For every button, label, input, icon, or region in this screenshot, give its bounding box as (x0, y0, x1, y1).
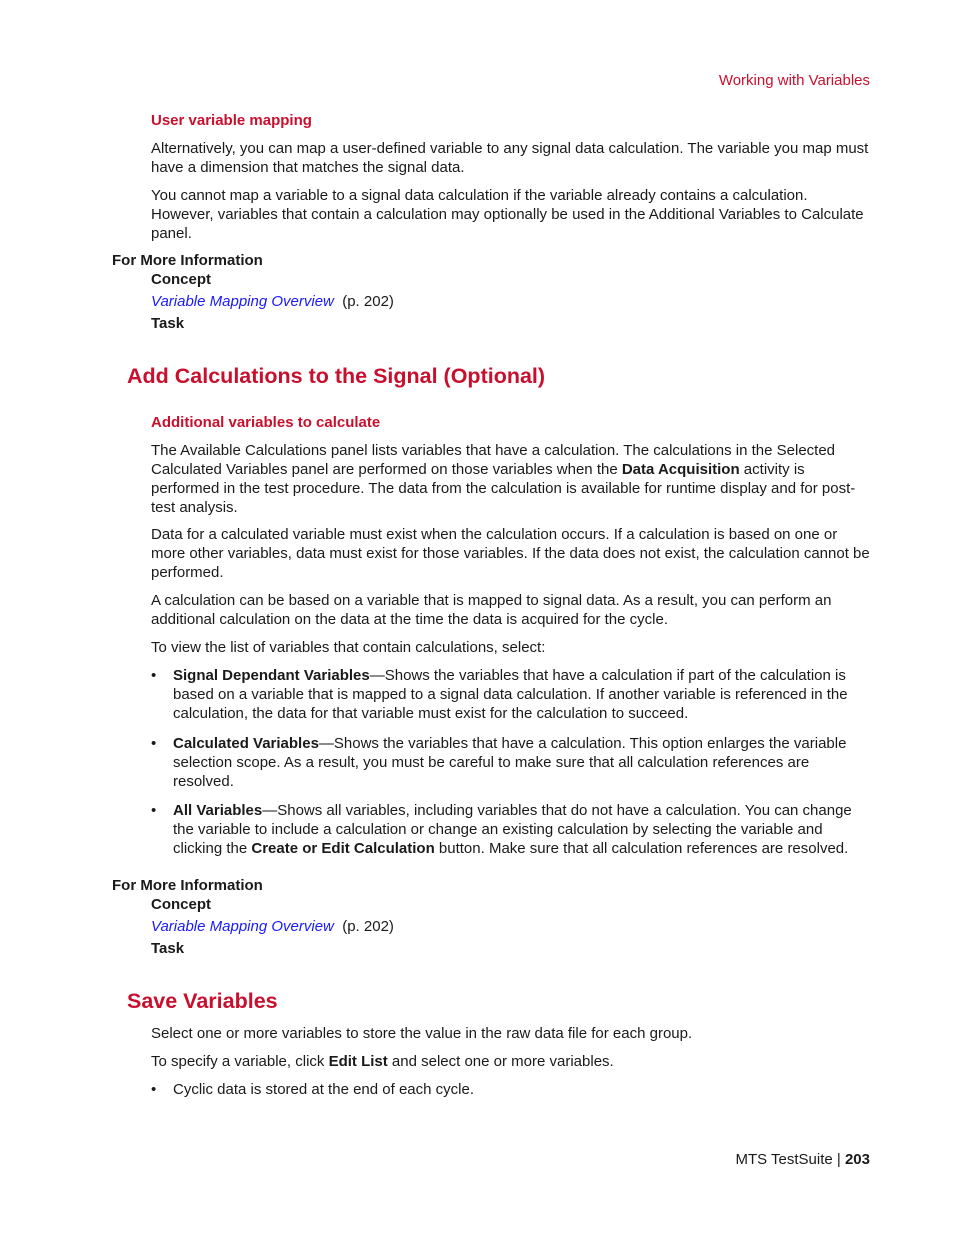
task-label: Task (151, 315, 185, 332)
paragraph: A calculation can be based on a variable that is mapped to signal data. As a result, you can perform an additional calculation on the data at the time the data is acquired for the cycle. (151, 592, 832, 628)
more-info-heading: For More Information (112, 252, 263, 269)
page-number: 203 (844, 1151, 870, 1168)
section-title-save-variables: Save Variables (127, 989, 278, 1013)
page-footer (735, 1150, 870, 1169)
section-title-add-calculations: Add Calculations to the Signal (Optional) (127, 364, 546, 388)
paragraph: Select one or more variables to store the value in the raw data file for each group. (151, 1025, 693, 1042)
footer-separator: | (836, 1151, 841, 1168)
subheading-additional-variables: Additional variables to calculate (151, 414, 381, 431)
paragraph: You cannot map a variable to a signal data calculation if the variable already contains a calculation. However, variables that contain a calculation may optionally be used in the Additional Variables to Calculate panel. (151, 187, 864, 242)
paragraph: To specify a variable, click Edit List and select one or more variables. (151, 1053, 614, 1070)
concept-label: Concept (151, 271, 211, 288)
bullet-icon: • (151, 735, 157, 752)
concept-link-row (151, 292, 394, 311)
bullet-icon: • (151, 1081, 157, 1098)
bullet-icon: • (151, 802, 157, 819)
concept-label: Concept (151, 896, 211, 913)
page-reference: (p. 202) (342, 918, 394, 935)
concept-link-row (151, 917, 394, 936)
paragraph: Alternatively, you can map a user-defined variable to any signal data calculation. The variable you map must have a dimension that matches the signal data. (151, 140, 869, 176)
task-label: Task (151, 940, 185, 957)
paragraph: To view the list of variables that contain calculations, select: (151, 639, 546, 656)
bullet-icon: • (151, 667, 157, 684)
page-reference: (p. 202) (342, 293, 394, 310)
variable-mapping-overview-link[interactable]: Variable Mapping Overview (151, 918, 334, 935)
variable-mapping-overview-link[interactable]: Variable Mapping Overview (151, 293, 334, 310)
paragraph: The Available Calculations panel lists variables that have a calculation. The calculations in the Selected Calculated Variables panel are performed on those variables when the Data Acquisition activity is performed in the test procedure. The data from the calculation is available for runtime display and for post-test analysis. (151, 442, 856, 516)
running-title: Working with Variables (718, 72, 870, 89)
more-info-heading: For More Information (112, 877, 263, 894)
product-name: MTS TestSuite (735, 1151, 833, 1168)
subheading-user-variable-mapping: User variable mapping (151, 112, 312, 129)
paragraph: Data for a calculated variable must exist when the calculation occurs. If a calculation is based on one or more other variables, data must exist for those variables. If the data does not exist, the calculation cannot be performed. (151, 526, 870, 581)
